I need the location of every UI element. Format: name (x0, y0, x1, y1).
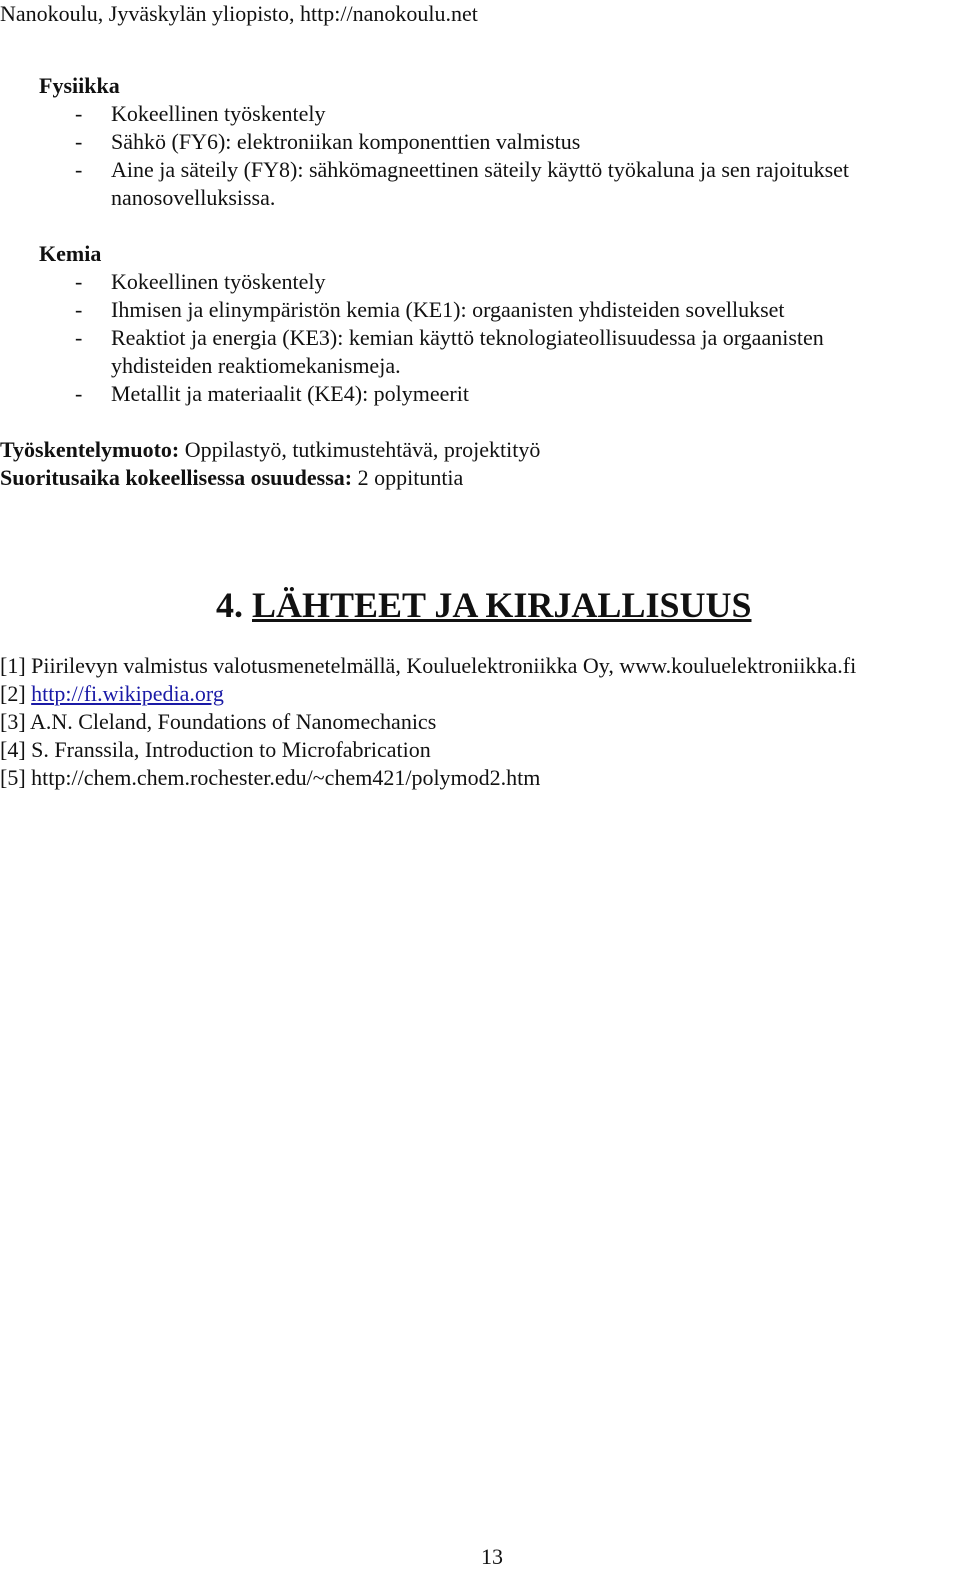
reference-number: [2] (0, 681, 26, 706)
reference-number: [1] (0, 653, 26, 678)
list-dash: - (75, 157, 83, 182)
reference-text: S. Franssila, Introduction to Microfabrication (25, 737, 431, 762)
list-item: Ihmisen ja elinympäristön kemia (KE1): orgaanisten yhdisteiden sovellukset (111, 297, 785, 322)
list-item: Reaktiot ja energia (KE3): kemian käyttö teknologiateollisuudessa ja orgaanisten (111, 325, 824, 350)
section-title: LÄHTEET JA KIRJALLISUUS (252, 585, 752, 625)
work-form-line (0, 436, 540, 464)
list-dash: - (75, 101, 83, 126)
work-time-line (0, 464, 463, 492)
section-number: 4. (216, 585, 243, 625)
list-dash: - (75, 297, 83, 322)
list-item: Sähkö (FY6): elektroniikan komponenttien valmistus (111, 129, 581, 154)
fysiikka-title: Fysiikka (39, 73, 120, 98)
list-item: Aine ja säteily (FY8): sähkömagneettinen säteily käyttö työkaluna ja sen rajoitukset (111, 157, 850, 182)
work-form-label: Työskentelymuoto: (0, 437, 180, 462)
work-form-value: Oppilastyö, tutkimustehtävä, projektityö (179, 437, 541, 462)
reference-item (0, 736, 431, 764)
reference-item (0, 764, 540, 792)
reference-link[interactable]: http://fi.wikipedia.org (31, 681, 224, 706)
list-item-continuation: yhdisteiden reaktiomekanismeja. (111, 353, 401, 378)
list-dash: - (75, 269, 83, 294)
work-time-value: 2 oppituntia (352, 465, 464, 490)
list-item: Kokeellinen työskentely (111, 269, 326, 294)
list-item-continuation: nanosovelluksissa. (111, 185, 276, 210)
reference-text: A.N. Cleland, Foundations of Nanomechanics (25, 709, 437, 734)
reference-number: [5] (0, 765, 26, 790)
reference-item (0, 680, 224, 708)
list-dash: - (75, 325, 83, 350)
list-item: Kokeellinen työskentely (111, 101, 326, 126)
reference-number: [4] (0, 737, 26, 762)
reference-item (0, 708, 436, 736)
work-time-label: Suoritusaika kokeellisessa osuudessa: (0, 465, 353, 490)
reference-text: Piirilevyn valmistus valotusmenetelmällä, Kouluelektroniikka Oy, www.kouluelektroniikka.fi (25, 653, 857, 678)
list-dash: - (75, 129, 83, 154)
list-item: Metallit ja materiaalit (KE4): polymeerit (111, 381, 469, 406)
list-dash: - (75, 381, 83, 406)
kemia-title: Kemia (39, 241, 102, 266)
reference-text: http://chem.chem.rochester.edu/~chem421/polymod2.htm (25, 765, 541, 790)
page-number: 13 (481, 1544, 503, 1569)
section-heading (216, 585, 752, 625)
page-header: Nanokoulu, Jyväskylän yliopisto, http://nanokoulu.net (0, 1, 478, 26)
reference-number: [3] (0, 709, 26, 734)
reference-item (0, 652, 856, 680)
